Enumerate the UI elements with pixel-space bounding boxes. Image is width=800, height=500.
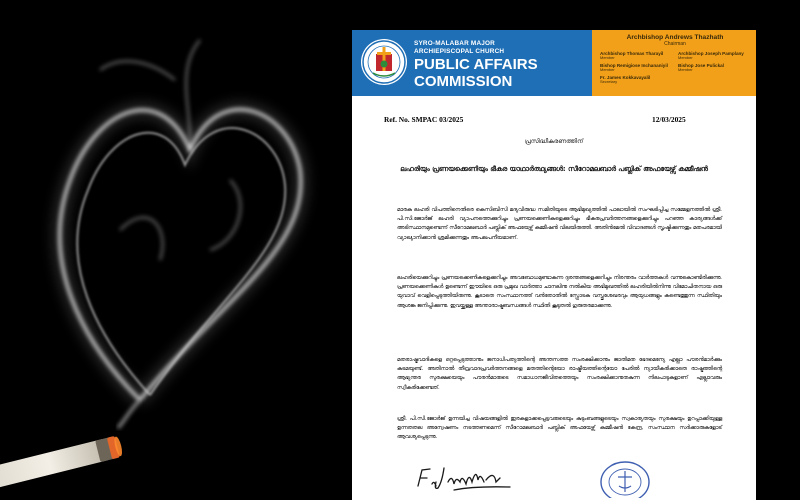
paragraph: ലഹരിയെക്കുറിച്ചും പ്രണയക്കെണികളെക്കുറിച്ചും അവബോധമുണ്ടാകുന്ന ദുരന്തങ്ങളെക്കുറിച്ചും നിരന്തരം വാർത്തകൾ വന്നുകൊണ്ടിരിക്കുന്നു. പ്രണയക്കെണികൾ ഉണ്ടെന്ന് ഈയിടെ ഒരു പ്രമുഖ വാർത്താ ചാനലിനു നൽകിയ അഭിമുഖത്തിൽ ലഹരിയിൽനിന്നു വിമോചിതനായ ഒരു യുവാവ് വെളിപ്പെടുത്തിയിരുന്നു. കൂടാതെ സംസ്ഥാനത്ത് വൻതോതിൽ സ്ഫോടക വസ്തുശേഖരവും ആയുധങ്ങളും കണ്ടെത്തുന്ന സ്ഥിതിയും ആശങ്ക ജനിപ്പിക്കുന്നു. ഇവയ്ക്കുള്ള അന്താരാഷ്ട്രബന്ധങ്ങൾ സ്ഥിതി കൂടുതൽ ഗുരുതരമാക്കുന്നു. xyxy=(397,275,722,309)
member-item: Archbishop Thomas Tharayil Member xyxy=(600,51,664,61)
commission-seal-logo xyxy=(361,39,407,85)
letter-title: ലഹരിയും പ്രണയക്കെണിയും ഭീകര യാഥാർത്ഥ്യങ്ങൾ: സീറോമലബാർ പബ്ലിക് അഫയേഴ്സ് കമ്മീഷൻ xyxy=(400,165,708,173)
commission-stamp-seal xyxy=(599,460,651,498)
org-name-line1: SYRO-MALABAR MAJOR xyxy=(414,40,495,47)
press-release-letter xyxy=(352,30,756,500)
org-name-line3: PUBLIC AFFAIRS xyxy=(414,56,538,73)
paragraph: മാരക ലഹരി വിപത്തിനെതിരെ കെസിബിസി മദ്യവിരുദ്ധ സമിതിയുടെ ആഭിമുഖ്യത്തിൽ പാലായിൽ സംഘടിപ്പിച്ച സമ്മേളനത്തിൽ ശ്രീ. പി.സി.ജോർജ് ലഹരി വ്യാപനത്തെക്കുറിച്ചും പ്രണയക്കെണികളെക്കുറിച്ചും ഭീകരപ്രവർത്തനങ്ങളെക്കുറിച്ചും പറഞ്ഞ കാര്യങ്ങൾക്ക് അടിസ്ഥാനമുണ്ടെന്ന് സീറോമലബാർ പബ്ലിക് അഫയേഴ്സ് കമ്മീഷൻ വിലയിരുത്തി. അതിൻമേൽ വിവാദങ്ങൾ സൃഷ്ടിക്കുന്നതും മതപരമായി വ്യാഖ്യാനിക്കാൻ ശ്രമിക്കുന്നതും അപലപനീയമാണ്. xyxy=(397,207,723,241)
member-item: Archbishop Joseph Pamplany Member xyxy=(678,51,744,61)
members-list xyxy=(600,51,750,84)
smoke-heart-cigarette-image xyxy=(0,0,352,500)
chairman-title: Chairman xyxy=(664,41,686,47)
org-name-line4: COMMISSION xyxy=(414,73,513,90)
member-item: Bishop Remigiose Inchananiyil Member xyxy=(600,62,668,72)
member-item: Fr. James Kokkavayalil Secretary xyxy=(600,74,651,84)
handwritten-signature xyxy=(414,460,524,494)
paragraph: ശ്രീ. പി.സി.ജോർജ് ഉന്നയിച്ച വിഷയങ്ങളിൽ ഇരകളാക്കപ്പെട്ടവരുടെയും കുടുംബങ്ങളുടെയും സ്വകാര്യതയും സുരക്ഷയും ഉറപ്പാക്കിയുള്ള ഉന്നതതല അന്വേഷണം നടത്തണമെന്ന് സീറോമലബാർ പബ്ലിക് അഫയേഴ്സ് കമ്മീഷൻ കേന്ദ്ര, സംസ്ഥാന സർക്കാരുകളോട് ആവശ്യപ്പെടുന്നു. xyxy=(397,416,722,441)
chairman-name: Archbishop Andrews Thazhath xyxy=(626,34,724,41)
letterhead xyxy=(352,30,756,96)
smoke-heart-photo xyxy=(0,0,352,500)
org-name-line2: ARCHIEPISCOPAL CHURCH xyxy=(414,48,505,55)
letter-date: 12/03/2025 xyxy=(652,115,686,124)
letterhead-blue-band xyxy=(352,30,592,96)
reference-number: Ref. No. SMPAC 03/2025 xyxy=(384,115,464,124)
press-release-label: പ്രസിദ്ധീകരണത്തിന് xyxy=(524,138,584,145)
member-item: Bishop Jose Pulickal Member xyxy=(678,62,724,72)
paragraph: മതരാഷ്ട്രവാദികളെ ഒറ്റപ്പെടുത്താനും ജനാധിപത്യത്തിന്റെ അന്തസത്ത സംരക്ഷിക്കാനും ജാതിമത ഭേദമെന്യേ എല്ലാ പൗരൻമാർക്കും കടമയുണ്ട്. അതിനാൽ തീവ്രവാദപ്രവർത്തനങ്ങളെ മതത്തിന്റെയോ രാഷ്ട്രീയത്തിന്റെയോ പേരിൽ ന്യായീകരിക്കാതെ രാഷ്ട്രത്തിന്റെ ആഭ്യന്തര സുരക്ഷയെയും പൗരൻമാരുടെ സമാധാനജീവിതത്തെയും സംരക്ഷിക്കാനുതകുന്ന നിലപാടുകളാണ് എല്ലാവരും സ്വീകരിക്കേണ്ടത്. xyxy=(397,357,722,391)
letterhead-orange-band xyxy=(592,30,756,96)
